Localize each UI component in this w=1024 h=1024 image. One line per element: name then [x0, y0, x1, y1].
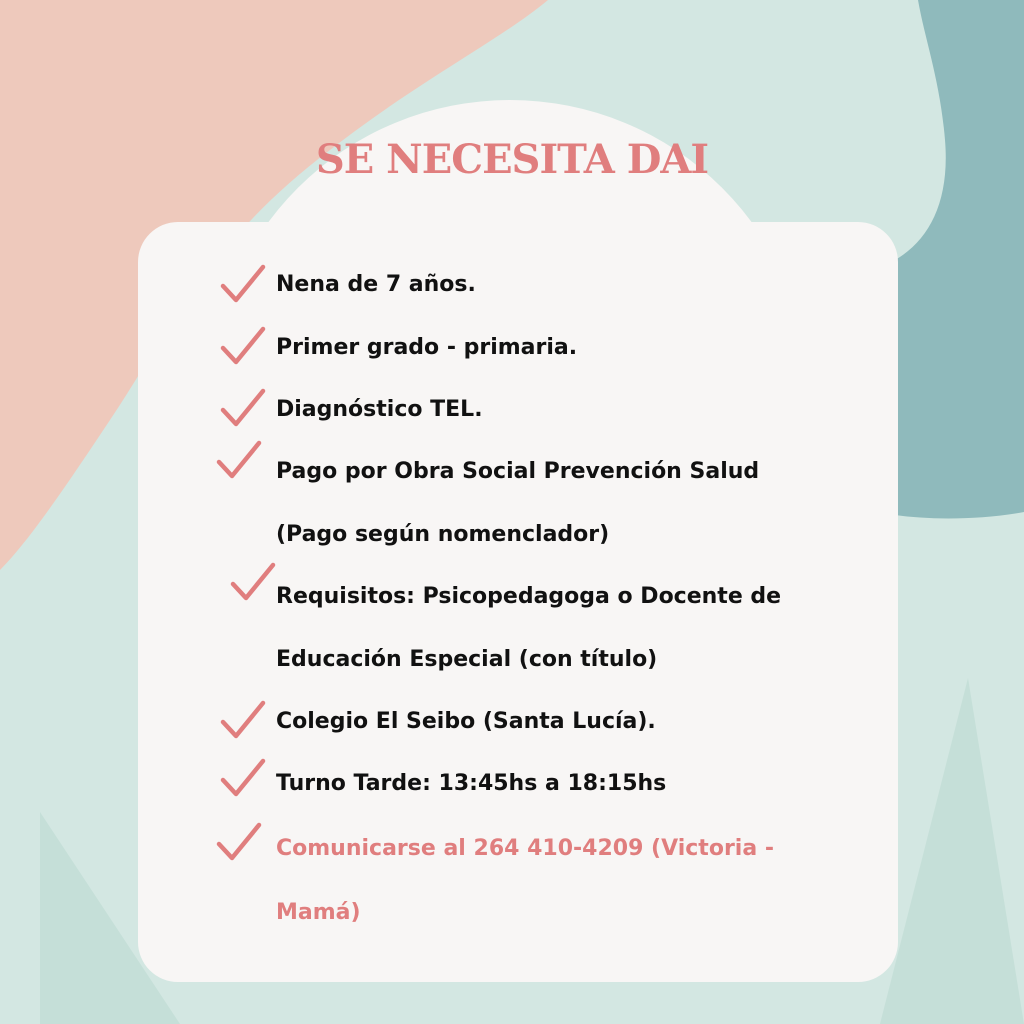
checkmark-icon [216, 822, 262, 862]
checkmark-icon [220, 700, 266, 740]
checkmark-icon [220, 326, 266, 366]
list-item-grade: Primer grado - primaria. [276, 335, 578, 360]
contact-line-continued: Mamá) [276, 900, 361, 925]
list-item-diagnosis: Diagnóstico TEL. [276, 397, 483, 422]
checkmark-icon [220, 758, 266, 798]
list-item-schedule: Turno Tarde: 13:45hs a 18:15hs [276, 771, 667, 796]
checkmark-icon [220, 264, 266, 304]
checkmark-icon [216, 440, 262, 480]
list-item-requirements-detail: Educación Especial (con título) [276, 647, 658, 672]
page-title: SE NECESITA DAI [315, 136, 709, 183]
contact-line: Comunicarse al 264 410-4209 (Victoria - [276, 836, 774, 861]
checkmark-icon [230, 562, 276, 602]
list-item-school: Colegio El Seibo (Santa Lucía). [276, 709, 656, 734]
list-item-payment-detail: (Pago según nomenclador) [276, 522, 610, 547]
checkmark-icon [220, 388, 266, 428]
list-item-requirements: Requisitos: Psicopedagoga o Docente de [276, 584, 782, 609]
list-item-payment: Pago por Obra Social Prevención Salud [276, 459, 760, 484]
list-item-age: Nena de 7 años. [276, 272, 476, 297]
